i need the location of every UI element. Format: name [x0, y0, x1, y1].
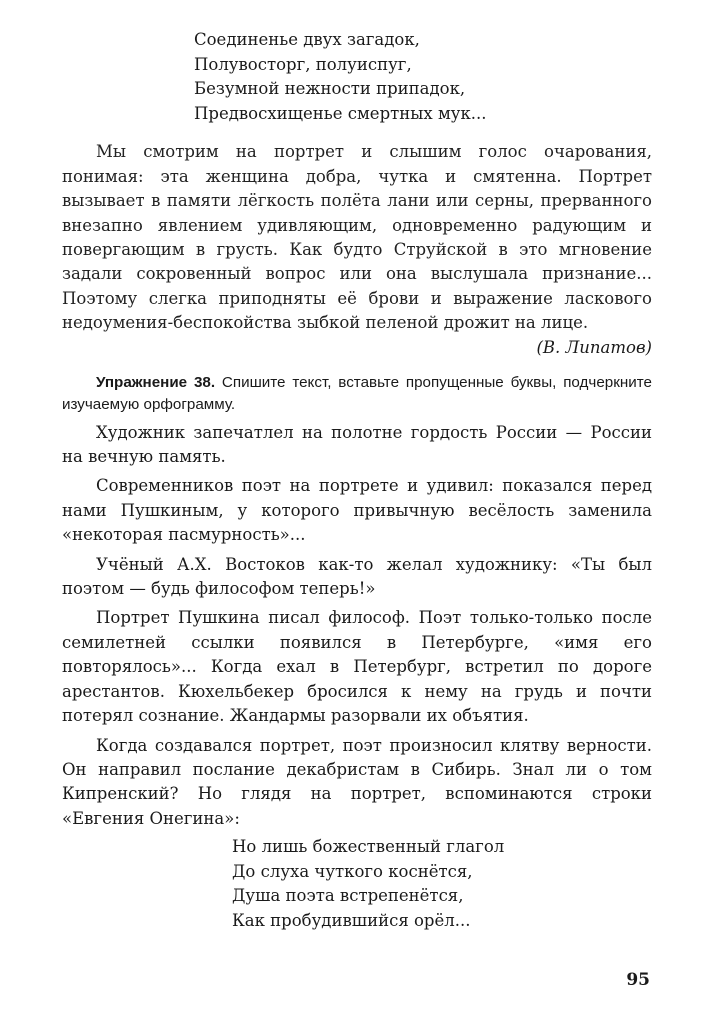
poem-line: Предвосхищенье смертных мук... — [194, 103, 487, 123]
poem-line: Душа поэта встрепенётся, — [232, 886, 464, 906]
exercise-paragraph: Современников поэт на портрете и удивил: показался перед нами Пушкиным, у которого привычную весёлость заменила «некоторая пасмурность»... — [62, 476, 652, 545]
epigraph-poem — [194, 0, 652, 126]
exercise-label: Упражнение 38. — [96, 373, 216, 391]
author-citation: (В. Липатов) — [536, 337, 652, 357]
poem-line: Как пробудившийся орёл... — [232, 910, 471, 930]
poem-line: Соединенье двух загадок, — [194, 30, 420, 49]
onegin-quote-poem — [232, 835, 652, 933]
exercise-instruction: Спишите текст, вставьте пропущенные буквы, подчеркните изучаемую орфограмму. — [62, 373, 652, 413]
exercise-paragraph: Портрет Пушкина писал философ. Поэт только-только после семилетней ссылки появился в Петербурге, «имя его повторялось»... Когда ехал в Петербург, встретил по дороге арестантов. Кюхельбекер бросился к нему на грудь и почти потерял сознание. Жандармы разорвали их объятия. — [62, 608, 652, 726]
poem-line: Полувосторг, полуиспуг, — [194, 54, 412, 74]
poem-line: Безумной нежности припадок, — [194, 79, 466, 99]
page-number: 95 — [626, 970, 650, 990]
exercise-paragraph: Художник запечатлел на полотне гордость России — России на вечную память. — [62, 422, 652, 467]
poem-line: Но лишь божественный глагол — [232, 837, 505, 857]
exercise-heading — [62, 372, 652, 416]
paragraph-portrait-description: Мы смотрим на портрет и слышим голос очарования, понимая: эта женщина добра, чутка и смятенна. Портрет вызывает в памяти лёгкость полёта лани или серны, прерванного внезапно явлением удивляющим, одновременно радующим и повергающим в грусть. Как будто Струйской в это мгновение задали сокровенный вопрос или она выслушала признание... Поэтому слегка приподняты её брови и выражение ласкового недоумения-беспокойства зыбкой пеленой дрожит на лице. — [62, 142, 652, 333]
page — [62, 0, 652, 1024]
exercise-paragraph: Учёный А.Х. Востоков как-то желал художнику: «Ты был поэтом — будь философом теперь!» — [62, 554, 652, 599]
poem-line: До слуха чуткого коснётся, — [232, 861, 473, 881]
exercise-paragraph: Когда создавался портрет, поэт произносил клятву верности. Он направил послание декабристам в Сибирь. Знал ли о том Кипренский? Но глядя на портрет, вспоминаются строки «Евгения Онегина»: — [62, 735, 652, 828]
